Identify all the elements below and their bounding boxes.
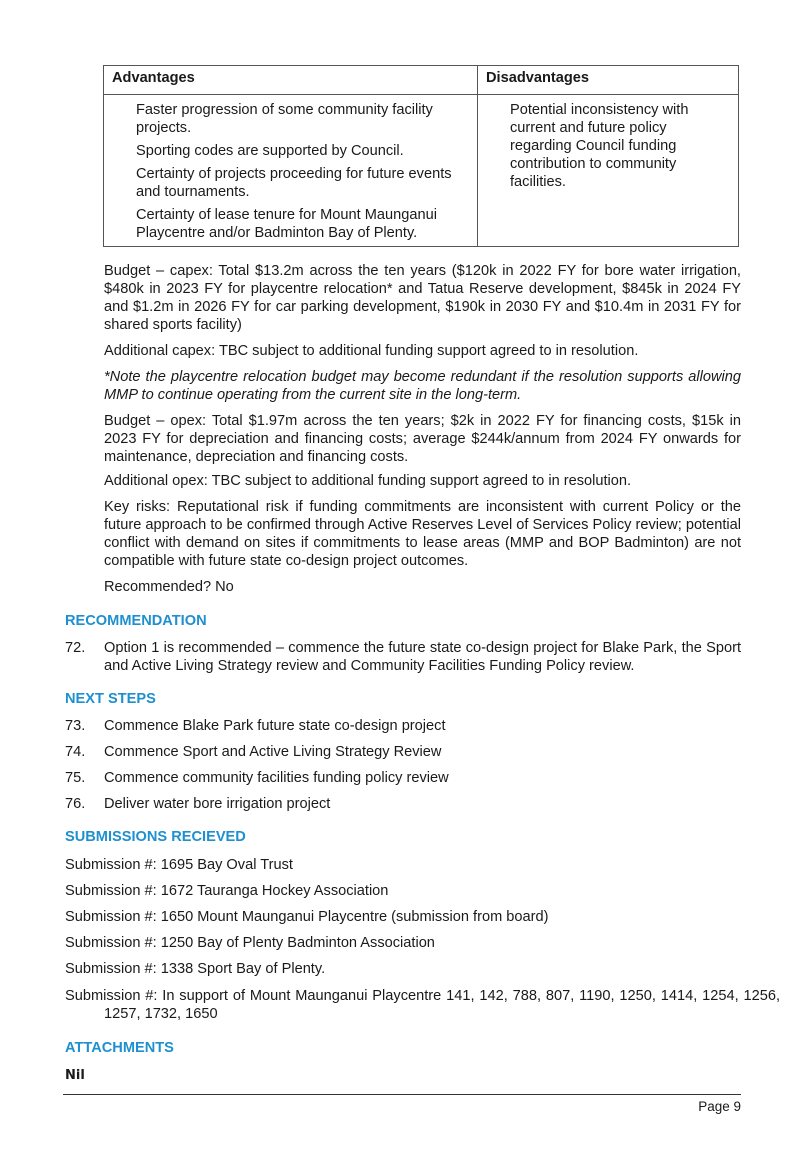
list-item: Potential inconsistency with current and future policy regarding Council funding contribution to community facilities. — [486, 101, 730, 191]
numbered-item: 74. Commence Sport and Active Living Strategy Review — [65, 744, 442, 760]
advantages-header: Advantages — [104, 66, 478, 95]
key-risks-paragraph: Key risks: Reputational risk if funding commitments are inconsistent with current Policy or the future approach to be confirmed through Active Reserves Level of Services Policy review; potential conflict with demand on sites if commitments to lease areas (MMP and BOP Badminton) are not compatible with future state co-design project outcomes. — [104, 499, 741, 569]
numbered-item: 76. Deliver water bore irrigation project — [65, 796, 331, 812]
submission-line: Submission #: 1338 Sport Bay of Plenty. — [65, 961, 326, 977]
advantages-disadvantages-table — [103, 65, 739, 247]
submission-line: Submission #: 1650 Mount Maunganui Playcentre (submission from board) — [65, 909, 549, 925]
submission-line: Submission #: 1672 Tauranga Hockey Association — [65, 883, 389, 899]
numbered-item: 73. Commence Blake Park future state co-design project — [65, 718, 446, 734]
bullet-glyph — [112, 206, 136, 242]
numbered-item: 72. Option 1 is recommended – commence the future state co-design project for Blake Park, the Sport and Active Living Strategy review and Community Facilities Funding Policy review. — [65, 640, 741, 674]
recommendation-heading: RECOMMENDATION — [65, 613, 207, 629]
page-number: Page 9 — [698, 1099, 741, 1114]
advantages-cell — [104, 95, 478, 247]
submission-line: Submission #: In support of Mount Maunganui Playcentre 141, 142, 788, 807, 1190, 1250, 1414, 1254, 1256, 1257, 1732, 1650 — [65, 988, 780, 1022]
recommended-paragraph: Recommended? No — [104, 579, 234, 595]
list-item: Faster progression of some community facility projects. — [112, 101, 469, 137]
footer-divider — [63, 1094, 741, 1095]
bullet-glyph — [486, 101, 510, 191]
submission-line: Submission #: 1250 Bay of Plenty Badminton Association — [65, 935, 435, 951]
budget-capex-paragraph: Budget – capex: Total $13.2m across the ten years ($120k in 2022 FY for bore water irrigation, $480k in 2023 FY for playcentre relocation* and Tatua Reserve development, $845k in 2024 FY and $1.2m in 2026 FY for car parking development, $190k in 2030 FY and $10.4m in 2031 FY for shared sports facility) — [104, 263, 741, 333]
next-steps-heading: NEXT STEPS — [65, 691, 156, 707]
attachments-heading: ATTACHMENTS — [65, 1040, 174, 1056]
additional-opex-paragraph: Additional opex: TBC subject to additional funding support agreed to in resolution. — [104, 473, 632, 489]
disadvantages-cell — [478, 95, 739, 247]
submissions-heading: SUBMISSIONS RECIEVED — [65, 829, 246, 845]
disadvantages-header: Disadvantages — [478, 66, 739, 95]
list-item: Certainty of projects proceeding for future events and tournaments. — [112, 165, 469, 201]
bullet-glyph — [112, 165, 136, 201]
attachments-value: Nil — [65, 1068, 85, 1083]
bullet-glyph — [112, 101, 136, 137]
list-item: Sporting codes are supported by Council. — [112, 142, 469, 160]
list-item: Certainty of lease tenure for Mount Maunganui Playcentre and/or Badminton Bay of Plenty. — [112, 206, 469, 242]
note-paragraph: *Note the playcentre relocation budget may become redundant if the resolution supports allowing MMP to continue operating from the current site in the long-term. — [104, 369, 741, 403]
submission-line: Submission #: 1695 Bay Oval Trust — [65, 857, 293, 873]
additional-capex-paragraph: Additional capex: TBC subject to additional funding support agreed to in resolution. — [104, 343, 639, 359]
bullet-glyph — [112, 142, 136, 160]
numbered-item: 75. Commence community facilities funding policy review — [65, 770, 449, 786]
budget-opex-paragraph: Budget – opex: Total $1.97m across the ten years; $2k in 2022 FY for financing costs, $15k in 2023 FY for depreciation and financing costs; average $244k/annum from 2024 FY onwards for maintenance, depreciation and financing costs. — [104, 413, 741, 465]
